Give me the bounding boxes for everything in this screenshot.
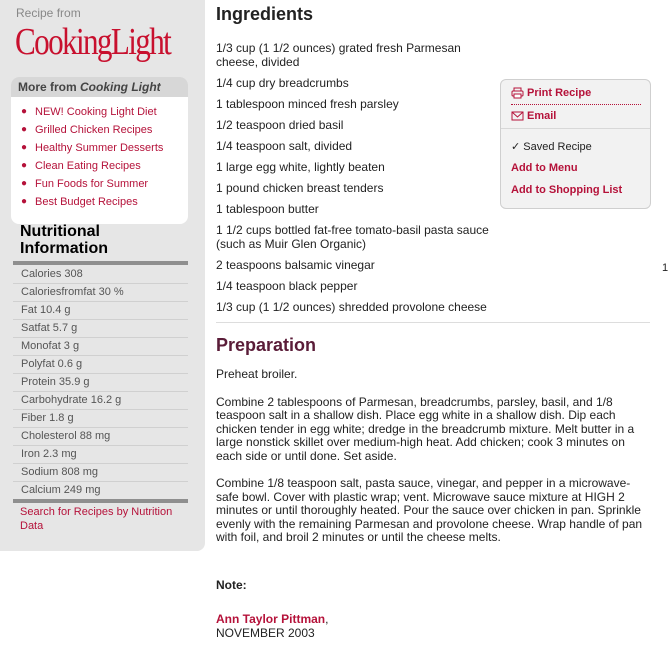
note-label: Note:	[216, 578, 247, 592]
print-recipe-button[interactable]	[511, 87, 591, 99]
nutrition-row: Iron 2.3 mg	[13, 446, 188, 464]
ingredient-item: 1 large egg white, lightly beaten	[216, 160, 385, 174]
actions-dotted-divider	[511, 104, 641, 105]
preparation-step: Combine 2 tablespoons of Parmesan, breadcrumbs, parsley, basil, and 1/8 teaspoon salt in a shallow dish. Place egg white in a shallow dish. Dip each chicken tender in egg white; dredge in the breadcrumb mixture. Melt butter in a large nonstick skillet over medium-high heat. Add chicken; cook 3 minutes on each side or until done. Set aside.	[216, 394, 635, 463]
more-link-label[interactable]: Healthy Summer Desserts	[35, 142, 164, 154]
preparation-heading: Preparation	[216, 335, 317, 355]
cooking-light-logo[interactable]: CookingLight	[15, 21, 171, 63]
email-button[interactable]	[511, 110, 556, 122]
more-link-label[interactable]: NEW! Cooking Light Diet	[35, 106, 157, 118]
nutrition-row: Sodium 808 mg	[13, 464, 188, 482]
stray-text: 1	[662, 262, 668, 274]
search-by-nutrition-link[interactable]: Search for Recipes by Nutrition Data	[20, 506, 173, 532]
more-from-prefix: More from	[18, 80, 81, 94]
email-label[interactable]: Email	[527, 110, 557, 122]
bullet-icon: ●	[21, 106, 28, 117]
more-from-heading	[11, 77, 188, 97]
recipe-actions-panel	[500, 79, 651, 209]
nutrition-title-line2: Information	[20, 240, 108, 257]
printer-icon	[511, 87, 524, 99]
sidebar	[0, 0, 205, 551]
print-recipe-label[interactable]: Print Recipe	[527, 87, 592, 99]
bullet-icon: ●	[21, 124, 28, 135]
author-line	[216, 612, 328, 626]
nutrition-title	[20, 223, 108, 257]
ingredient-item: 1/3 cup (1 1/2 ounces) shredded provolone cheese	[216, 300, 487, 314]
nutrition-row: Polyfat 0.6 g	[13, 356, 188, 374]
nutrition-row: Calories 308	[13, 266, 188, 284]
preparation-step: Preheat broiler.	[216, 367, 298, 381]
ingredient-item: 1 pound chicken breast tenders	[216, 181, 384, 195]
ingredients-list	[216, 41, 496, 321]
nutrition-list	[13, 266, 188, 500]
more-link-label[interactable]: Clean Eating Recipes	[35, 160, 141, 172]
ingredient-item: 1/3 cup (1 1/2 ounces) grated fresh Parmesan cheese, divided	[216, 41, 461, 69]
nutrition-row: Caloriesfromfat 30 %	[13, 284, 188, 302]
more-link-label[interactable]: Grilled Chicken Recipes	[35, 124, 153, 136]
more-link[interactable]	[21, 177, 188, 195]
ingredient-item: 1/2 teaspoon dried basil	[216, 118, 344, 132]
ingredient-item: 1/4 teaspoon salt, divided	[216, 139, 353, 153]
bullet-icon: ●	[21, 160, 28, 171]
more-from-brand: Cooking Light	[80, 80, 161, 94]
more-link-label[interactable]: Best Budget Recipes	[35, 196, 138, 208]
nutrition-row: Satfat 5.7 g	[13, 320, 188, 338]
ingredient-item: 1/4 teaspoon black pepper	[216, 279, 358, 293]
add-to-shopping-list-button[interactable]: Add to Shopping List	[511, 184, 623, 196]
more-link-label[interactable]: Fun Foods for Summer	[35, 178, 149, 190]
more-link[interactable]	[21, 195, 188, 213]
nutrition-title-line1: Nutritional	[20, 223, 100, 240]
more-link[interactable]	[21, 141, 188, 159]
more-link[interactable]	[21, 105, 188, 123]
nutrition-row: Monofat 3 g	[13, 338, 188, 356]
preparation-step: Combine 1/8 teaspoon salt, pasta sauce, vinegar, and pepper in a microwave-safe bowl. Cover with plastic wrap; vent. Microwave sauce mixture at HIGH 2 minutes or until thoroughly heated. Pour the sauce over chicken in pan. Sprinkle evenly with the remaining Parmesan and provolone cheese. Wrap handle of pan with foil, and broil 2 minutes or until the cheese melts.	[216, 476, 643, 544]
saved-recipe-status[interactable]: ✓ Saved Recipe	[511, 141, 592, 153]
author-link[interactable]: Ann Taylor Pittman	[216, 612, 326, 626]
section-divider	[216, 322, 650, 323]
ingredient-item: 1 tablespoon butter	[216, 202, 319, 216]
bullet-icon: ●	[21, 142, 28, 153]
more-from-box	[11, 77, 188, 224]
envelope-icon	[511, 111, 524, 121]
more-link[interactable]	[21, 123, 188, 141]
ingredients-heading: Ingredients	[216, 4, 314, 24]
nutrition-row: Protein 35.9 g	[13, 374, 188, 392]
nutrition-row: Cholesterol 88 mg	[13, 428, 188, 446]
add-to-menu-button[interactable]: Add to Menu	[511, 162, 578, 174]
nutrition-top-bar	[13, 261, 188, 265]
author-comma: ,	[325, 612, 329, 626]
actions-divider	[501, 128, 650, 129]
more-from-list	[11, 97, 188, 213]
ingredient-item: 1 tablespoon minced fresh parsley	[216, 97, 399, 111]
preparation-steps	[216, 368, 646, 559]
nutrition-row: Calcium 249 mg	[13, 482, 188, 500]
recipe-from-label: Recipe from	[16, 6, 81, 20]
ingredient-item: 1/4 cup dry breadcrumbs	[216, 76, 349, 90]
nutrition-row: Fiber 1.8 g	[13, 410, 188, 428]
nutrition-bottom-bar	[13, 499, 188, 503]
ingredient-item: 2 teaspoons balsamic vinegar	[216, 258, 375, 272]
more-link[interactable]	[21, 159, 188, 177]
ingredient-item: 1 1/2 cups bottled fat-free tomato-basil pasta sauce (such as Muir Glen Organic)	[216, 223, 489, 251]
nutrition-row: Fat 10.4 g	[13, 302, 188, 320]
bullet-icon: ●	[21, 178, 28, 189]
bullet-icon: ●	[21, 196, 28, 207]
publish-date: NOVEMBER 2003	[216, 626, 315, 640]
nutrition-row: Carbohydrate 16.2 g	[13, 392, 188, 410]
